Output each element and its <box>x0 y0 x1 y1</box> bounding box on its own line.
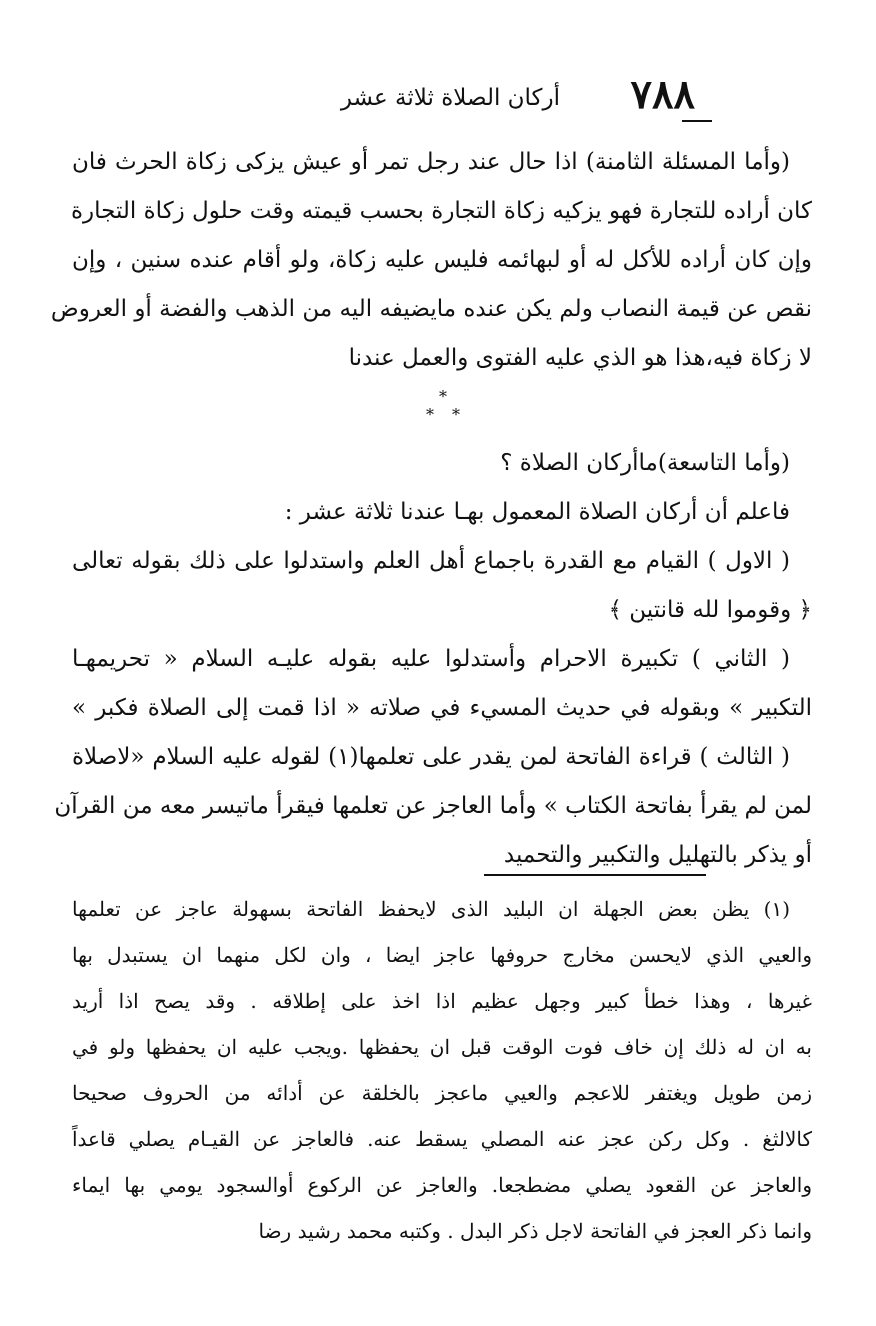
separator-star: * <box>452 405 460 424</box>
text-line: لا زكاة فيه،هذا هو الذي عليه الفتوى والعمل عندنا <box>348 345 812 371</box>
separator-star: * <box>439 387 447 406</box>
text-line: أو يذكر بالتهليل والتكبير والتحميد <box>503 842 812 868</box>
footnote-line: زمن طويل ويغتفر للاعجم والعيي ماعجز بالخلقة عن أدائه من الحروف صحيحا <box>72 1081 812 1105</box>
section-separator <box>72 383 812 439</box>
text-line: ( الاول ) القيام مع القدرة باجماع أهل العلم واستدلوا على ذلك بقوله تعالى <box>72 548 790 574</box>
text-line: ( الثاني ) تكبيرة الاحرام وأستدلوا عليه بقوله عليـه السلام « تحريمهـا <box>72 646 790 672</box>
running-title: أركان الصلاة ثلاثة عشر <box>340 85 560 111</box>
text-line: التكبير » وبقوله في حديث المسيء في صلاته « اذا قمت إلى الصلاة فكبر » <box>72 695 812 721</box>
main-text <box>50 138 812 880</box>
text-line: كان أراده للتجارة فهو يزكيه زكاة التجارة بحسب قيمته وقت حلول زكاة التجارة <box>70 198 812 224</box>
page-header <box>270 70 695 120</box>
text-line: وإن كان أراده للأكل له أو لبهائمه فليس عليه زكاة، ولو أقام عنده سنين ، وإن <box>72 247 812 273</box>
footnote-line: به ان له ذلك إن خاف فوت الوقت قبل ان يحفظها .ويجب عليه ان يحفظها ولو في <box>72 1035 812 1059</box>
footnote <box>72 886 812 1254</box>
text-line: ﴿ وقوموا لله قانتين ﴾ <box>608 597 812 623</box>
text-line: نقص عن قيمة النصاب ولم يكن عنده مايضيفه اليه من الذهب والفضة أو العروض <box>50 296 812 322</box>
footnote-line: كالالثغ . وكل ركن عجز عنه المصلي يسقط عنه. فالعاجز عن القيـام يصلي قاعداً <box>72 1127 812 1151</box>
footnote-line: (١) يظن بعض الجهلة ان البليد الذى لايحفظ الفاتحة بسهولة عاجز عن تعلمها <box>72 897 790 921</box>
text-line: فاعلم أن أركان الصلاة المعمول بهـا عندنا ثلاثة عشر : <box>284 499 790 525</box>
footnote-line: غيرها ، وهذا خطأ كبير وجهل عظيم اذا اخذ على إطلاقه . وقد يصح اذا أريد <box>72 989 812 1013</box>
footnote-rule <box>484 874 706 876</box>
footnote-line: والعيي الذي لايحسن مخارج حروفها عاجز ايضا ، وان لكل منهما ان يستبدل بها <box>72 943 812 967</box>
text-line: ( الثالث ) قراءة الفاتحة لمن يقدر على تعلمها(١) لقوله عليه السلام «لاصلاة <box>72 744 791 770</box>
text-line: لمن لم يقرأ بفاتحة الكتاب » وأما العاجز عن تعلمها فيقرأ ماتيسر معه من القرآن <box>54 793 812 819</box>
header-rule <box>682 120 712 122</box>
page-number: ٧٨٨ <box>630 71 695 118</box>
footnote-line: وانما ذكر العجز في الفاتحة لاجل ذكر البدل . وكتبه محمد رشيد رضا <box>258 1219 812 1243</box>
separator-star: * <box>426 405 434 424</box>
footnote-line: والعاجز عن القعود يصلي مضطجعا. والعاجز عن الركوع أوالسجود يومي بها ايماء <box>72 1173 812 1197</box>
text-line: (وأما المسئلة الثامنة) اذا حال عند رجل تمر أو عيش يزكى زكاة الحرث فان <box>72 149 790 175</box>
text-line: (وأما التاسعة)ماأركان الصلاة ؟ <box>500 450 790 476</box>
